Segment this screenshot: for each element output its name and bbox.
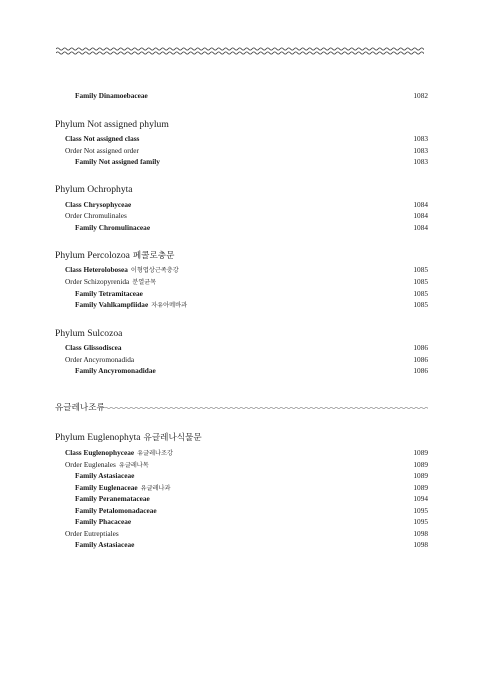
entry-name: Order Schizopyrenida 분열균목 (65, 277, 157, 286)
phylum-korean-name: 유글레나식물문 (143, 433, 202, 443)
entry-name: Order Euglenales 유글레나목 (65, 460, 149, 469)
entry-name: Class Chrysophyceae (65, 200, 132, 209)
list-item (55, 516, 428, 528)
wave-divider-icon (105, 405, 428, 411)
entry-name: Order Ancyromonadida (65, 355, 135, 364)
list-item (55, 90, 428, 102)
page-number: 1098 (413, 529, 428, 538)
phylum-heading (55, 327, 122, 341)
entry-name: Class Not assigned class (65, 134, 140, 143)
entry-name: Order Eutreptiales (65, 529, 119, 538)
entry-name: Family Petalomonadaceae (75, 506, 157, 515)
list-item (55, 276, 428, 288)
page-number: 1098 (413, 540, 428, 549)
phylum-heading (55, 183, 133, 197)
entry-name: Family Ancyromonadidae (75, 366, 156, 375)
phylum-title: Phylum Sulcozoa (55, 328, 123, 339)
phylum-title: Phylum Not assigned phylum (55, 119, 169, 130)
wave-border-icon (56, 46, 424, 56)
page-number: 1084 (413, 211, 428, 220)
list-item (55, 133, 428, 145)
entry-name: Family Not assigned family (75, 157, 160, 166)
phylum-korean-name: 페콜로충문 (132, 251, 175, 261)
entry-name: Family Vahlkampfiidae 자유아메바과 (75, 300, 188, 309)
section-title: 유글레나조류 (55, 403, 105, 413)
list-item (55, 156, 428, 168)
list-item (55, 493, 428, 505)
entry-name: Class Heterolobosea 이형엽상근족충강 (65, 265, 179, 274)
page-number: 1086 (413, 355, 428, 364)
list-item (55, 447, 428, 459)
phylum-title: Phylum Euglenophyta (55, 432, 141, 443)
list-item (55, 470, 428, 482)
phylum-title: Phylum Percolozoa (55, 250, 130, 261)
page-number: 1095 (413, 517, 428, 526)
list-item (55, 365, 428, 377)
page-number: 1086 (413, 343, 428, 352)
page-number: 1086 (413, 366, 428, 375)
page-number: 1085 (413, 277, 428, 286)
page-number: 1082 (413, 91, 428, 100)
entry-name: Family Dinamoebaceae (75, 91, 148, 100)
page-number: 1084 (413, 200, 428, 209)
page-number: 1083 (413, 157, 428, 166)
phylum-heading (55, 118, 169, 132)
entry-name: Family Astasiaceae (75, 540, 135, 549)
page-number: 1089 (413, 448, 428, 457)
list-item (55, 299, 428, 311)
entry-name: Order Not assigned order (65, 146, 139, 155)
entry-name: Family Peranemataceae (75, 494, 150, 503)
list-item (55, 210, 428, 222)
entry-name: Family Tetramitaceae (75, 289, 143, 298)
list-item (55, 222, 428, 234)
list-item (55, 264, 428, 276)
entry-name: Order Chromulinales (65, 211, 127, 220)
phylum-heading (55, 431, 202, 445)
page-number: 1095 (413, 506, 428, 515)
page-number: 1089 (413, 471, 428, 480)
phylum-title: Phylum Ochrophyta (55, 184, 133, 195)
page-number: 1084 (413, 223, 428, 232)
entry-name: Family Phacaceae (75, 517, 132, 526)
list-item (55, 342, 428, 354)
page-number: 1094 (413, 494, 428, 503)
page-number: 1085 (413, 265, 428, 274)
entry-name: Family Euglenaceae 유글레나과 (75, 483, 171, 492)
entry-name: Family Astasiaceae (75, 471, 135, 480)
page-number: 1085 (413, 300, 428, 309)
section-heading (55, 401, 428, 415)
entry-name: Class Euglenophyceae 유글레나조강 (65, 448, 173, 457)
page-number: 1089 (413, 460, 428, 469)
page-number: 1083 (413, 134, 428, 143)
phylum-heading (55, 249, 174, 263)
page-number: 1085 (413, 289, 428, 298)
page-number: 1089 (413, 483, 428, 492)
list-item (55, 539, 428, 551)
entry-name: Family Chromulinaceae (75, 223, 151, 232)
entry-name: Class Glissodiscea (65, 343, 122, 352)
page-number: 1083 (413, 146, 428, 155)
